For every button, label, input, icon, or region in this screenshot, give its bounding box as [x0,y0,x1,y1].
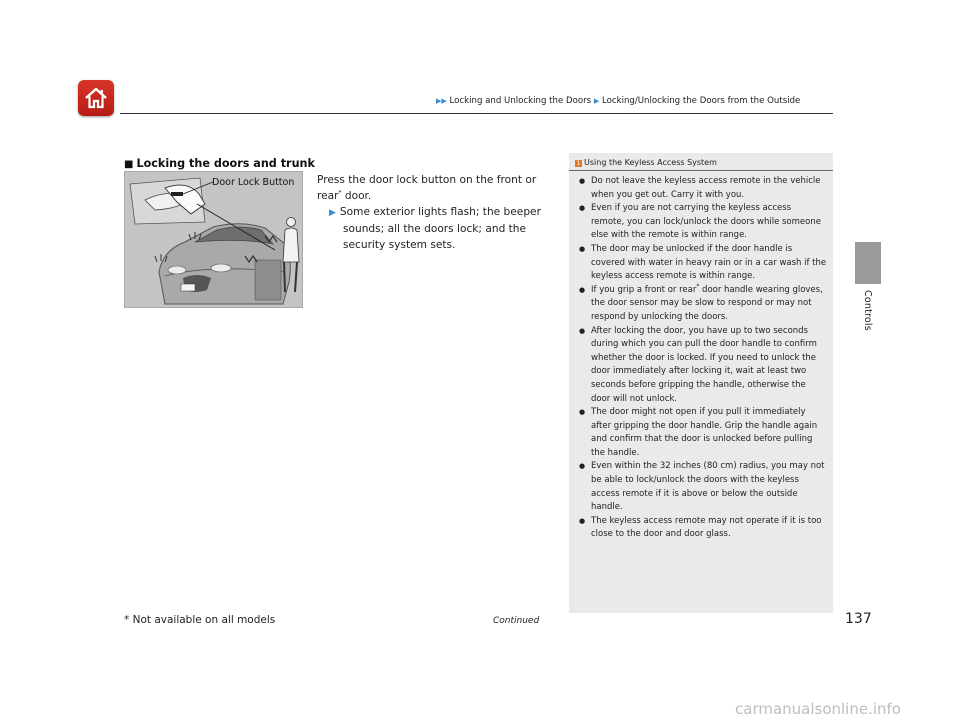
list-item: ● Even within the 32 inches (80 cm) radius, you may not be able to lock/unlock the doors with the keyless access remote if it is above or below the outside handle. [579,460,827,514]
note-list [579,175,827,542]
result-arrow-icon: ▶ [329,208,336,218]
car-with-person-drawing [125,172,303,308]
door-lock-button-callout: Door Lock Button [212,177,295,188]
home-icon [83,85,109,111]
list-item: ● Do not leave the keyless access remote in the vehicle when you get out. Carry it with you. [579,175,827,202]
chapter-label: Controls [862,290,873,331]
list-item: ● After locking the door, you have up to two seconds during which you can pull the door handle to confirm whether the door is locked. If you need to unlock the door immediately after locking it, wait at least two seconds before gripping the handle, otherwise the door will not unlock. [579,325,827,407]
list-item: ● The door might not open if you pull it immediately after gripping the door handle. Grip the handle again and confirm that the door is unlocked before pulling the handle. [579,406,827,460]
car-illustration [124,171,303,308]
section-heading: ■ Locking the doors and trunk [124,157,315,170]
note-divider [569,170,833,171]
breadcrumb-item[interactable]: Locking and Unlocking the Doors [449,96,592,106]
page-number: 137 [845,611,872,627]
continued-label: Continued [493,616,540,626]
list-item: ● If you grip a front or rear* door handle wearing gloves, the door sensor may be slow to respond or may not respond by unlocking the doors. [579,284,827,325]
note-icon: 1 [576,160,581,167]
footnote: * Not available on all models [124,614,276,626]
watermark: carmanualsonline.info [735,700,901,718]
breadcrumb-item[interactable]: Locking/Unlocking the Doors from the Outside [601,96,801,106]
list-item: ● Even if you are not carrying the keyless access remote, you can lock/unlock the doors while someone else with the remote is within range. [579,202,827,243]
home-button[interactable] [78,80,114,116]
list-item: ● The keyless access remote may not operate if it is too close to the door and door glass. [579,515,827,542]
list-item: ● The door may be unlocked if the door handle is covered with water in heavy rain or in a car wash if the keyless access remote is within range. [579,243,827,284]
chapter-tab[interactable] [855,242,881,284]
breadcrumb-arrow-icon: ▶▶ [436,97,447,105]
instruction-text: Press the door lock button on the front or rear* door. ▶ Some exterior lights flash; the beeper sounds; all the doors lock; and the security system sets. [317,174,541,251]
note-title: 1 Using the Keyless Access System [576,158,717,167]
breadcrumb-arrow-icon: ▶ [593,97,600,105]
note-panel [569,153,833,613]
breadcrumb [436,96,800,106]
header-divider [120,113,833,114]
square-bullet-icon: ■ [124,159,134,170]
